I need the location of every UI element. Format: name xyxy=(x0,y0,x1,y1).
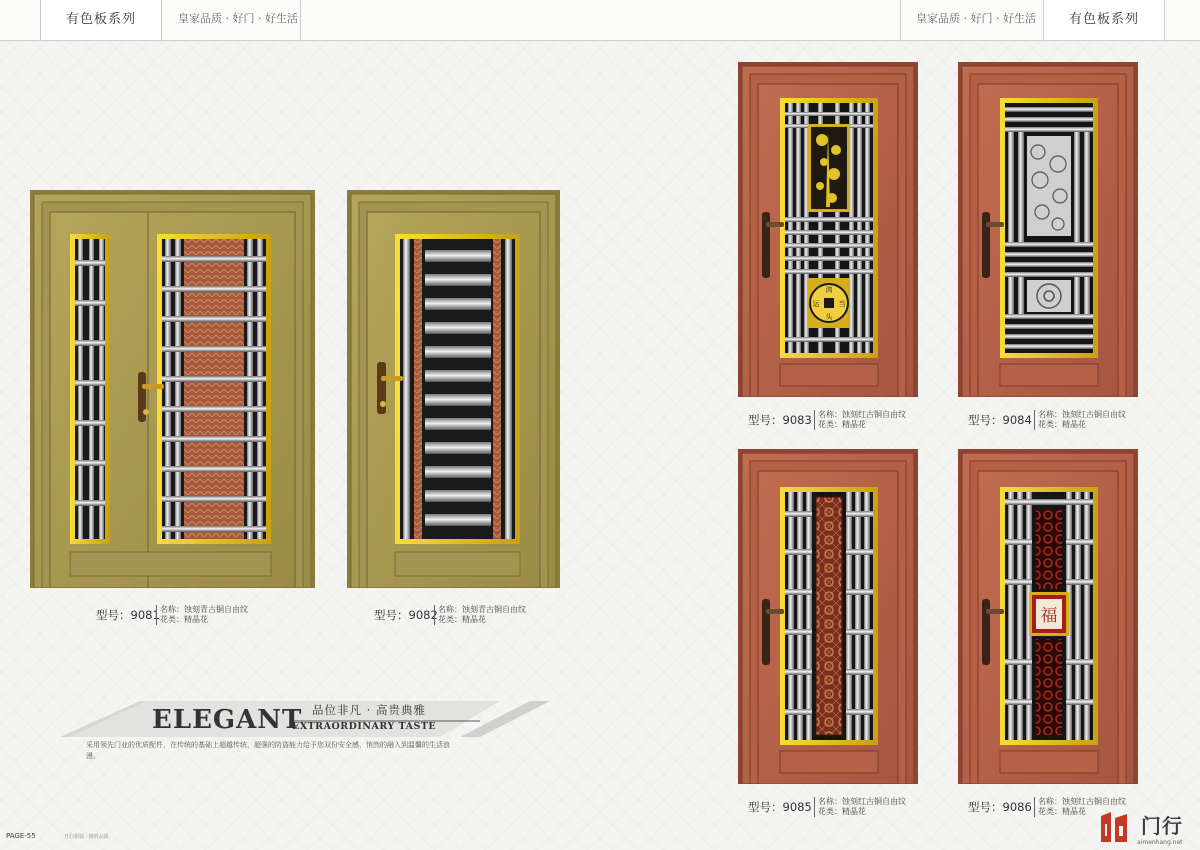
model-number: 型号：9082 xyxy=(374,608,438,622)
door-name: 名称：蚀刻红古铜自由纹 xyxy=(818,797,906,806)
door-9085-image xyxy=(738,449,918,784)
door-meta xyxy=(1034,410,1126,430)
elegant-subtitle: EXTRAORDINARY TASTE xyxy=(292,721,437,732)
fu-medallion: 福 xyxy=(1040,606,1058,626)
svg-text:运: 运 xyxy=(812,300,820,308)
series-title-left: 有色板系列 xyxy=(40,0,162,40)
door-name: 名称：蚀刻青古铜自由纹 xyxy=(160,605,248,614)
door-type: 花类：精晶花 xyxy=(818,807,866,816)
door-meta xyxy=(434,605,526,625)
page-number: PAGE-55 xyxy=(6,832,36,840)
door-type: 花类：精晶花 xyxy=(438,615,486,624)
door-9082-image xyxy=(347,190,560,588)
door-9081-image xyxy=(30,190,315,588)
watermark-url: aimenhang.net xyxy=(1137,839,1183,846)
menhang-logo-icon xyxy=(1097,810,1137,844)
model-number: 型号：9081 xyxy=(96,608,160,622)
elegant-slogan: 品位非凡 · 高贵典雅 xyxy=(312,703,426,717)
door-name: 名称：蚀刻红古铜自由纹 xyxy=(1038,797,1126,806)
header-divider xyxy=(900,0,901,40)
door-9083-image xyxy=(738,62,918,397)
watermark-name: 门行 xyxy=(1141,814,1183,838)
door-type: 花类：精晶花 xyxy=(1038,420,1086,429)
door-9086-image xyxy=(958,449,1138,784)
model-number: 型号：9085 xyxy=(748,800,812,814)
footer-text: 开启新篇 · 精准品质 xyxy=(64,834,109,840)
door-name: 名称：蚀刻红古铜自由纹 xyxy=(818,410,906,419)
door-type: 花类：精晶花 xyxy=(818,420,866,429)
door-9084-image xyxy=(958,62,1138,397)
door-meta xyxy=(814,797,906,817)
elegant-banner xyxy=(60,695,550,745)
door-meta xyxy=(156,605,248,625)
model-number: 型号：9083 xyxy=(748,413,812,427)
series-title-right: 有色板系列 xyxy=(1043,0,1165,40)
banner-description: 采用领先门业的优质配件，在传统的基础上超越传统，超强的防盗能力给予您双份安全感，悄然的融入到温馨的生活浪漫。 xyxy=(86,741,450,760)
door-meta xyxy=(814,410,906,430)
door-name: 名称：蚀刻青古铜自由纹 xyxy=(438,605,526,614)
model-number: 型号：9084 xyxy=(968,413,1032,427)
door-type: 花类：精晶花 xyxy=(1038,807,1086,816)
door-type: 花类：精晶花 xyxy=(160,615,208,624)
svg-text:当: 当 xyxy=(838,300,846,308)
medallion-text: 鸿 xyxy=(825,286,833,294)
header-divider xyxy=(300,0,301,40)
slogan-left: 皇家品质 · 好门 · 好生活 xyxy=(178,12,298,25)
svg-text:头: 头 xyxy=(825,313,833,321)
slogan-right: 皇家品质 · 好门 · 好生活 xyxy=(916,12,1036,25)
model-number: 型号：9086 xyxy=(968,800,1032,814)
elegant-title: ELEGANT xyxy=(152,705,303,735)
door-name: 名称：蚀刻红古铜自由纹 xyxy=(1038,410,1126,419)
